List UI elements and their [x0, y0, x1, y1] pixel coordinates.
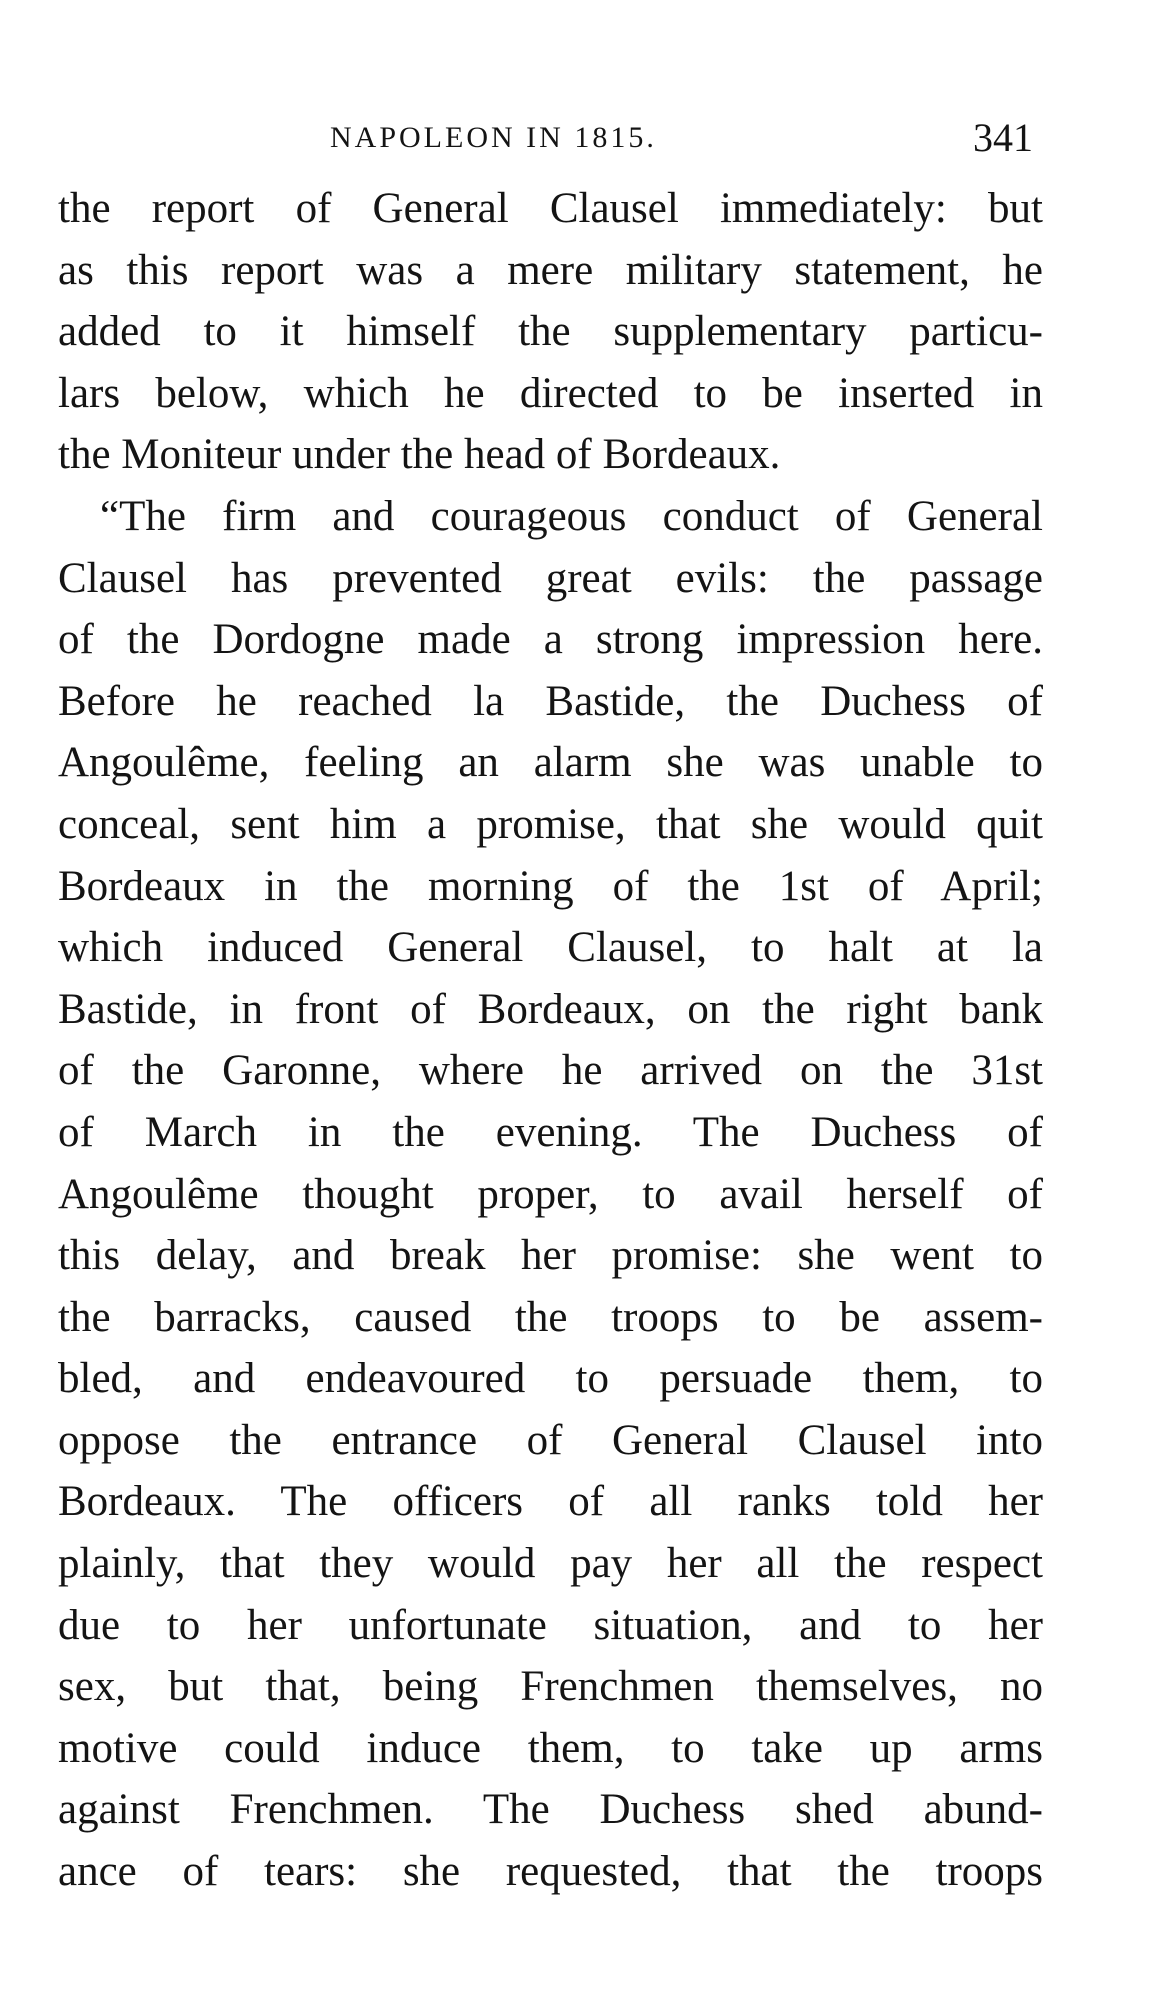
running-title: NAPOLEON IN 1815.: [330, 121, 657, 154]
text-line: the report of General Clausel immediately: but: [58, 185, 1043, 232]
text-line: “The firm and courageous conduct of General: [100, 492, 1043, 540]
text-line: Bordeaux. The officers of all ranks told her: [58, 1478, 1043, 1526]
text-line: plainly, that they would pay her all the respect: [58, 1540, 1043, 1588]
text-line: as this report was a mere military statement, he: [58, 246, 1043, 294]
running-head: [0, 108, 1149, 168]
body-text: [58, 178, 1043, 1903]
text-line: ance of tears: she requested, that the troops: [58, 1848, 1043, 1896]
text-line: of the Garonne, where he arrived on the 31st: [58, 1047, 1043, 1095]
text-line: this delay, and break her promise: she went to: [58, 1232, 1043, 1280]
text-line: oppose the entrance of General Clausel into: [58, 1416, 1043, 1464]
text-line: Clausel has prevented great evils: the passage: [58, 554, 1043, 602]
text-line: Angoulême thought proper, to avail herself of: [58, 1170, 1043, 1218]
page-number: 341: [973, 115, 1033, 160]
text-line: sex, but that, being Frenchmen themselves, no: [58, 1663, 1043, 1711]
text-line: conceal, sent him a promise, that she would quit: [58, 800, 1043, 848]
text-line: the barracks, caused the troops to be assem-: [58, 1293, 1043, 1341]
text-line: motive could induce them, to take up arms: [58, 1724, 1043, 1772]
text-line: Bastide, in front of Bordeaux, on the right bank: [58, 985, 1043, 1033]
text-line: bled, and endeavoured to persuade them, to: [58, 1355, 1043, 1403]
text-line: of the Dordogne made a strong impression here.: [58, 616, 1043, 664]
text-line: added to it himself the supplementary particu-: [58, 308, 1043, 356]
text-line: Before he reached la Bastide, the Duchess of: [58, 677, 1043, 725]
text-line: against Frenchmen. The Duchess shed abund-: [58, 1786, 1043, 1834]
text-line: Bordeaux in the morning of the 1st of April;: [58, 862, 1043, 910]
text-line: Angoulême, feeling an alarm she was unable to: [58, 739, 1043, 787]
text-line: which induced General Clausel, to halt at la: [58, 924, 1043, 972]
text-line: due to her unfortunate situation, and to her: [58, 1601, 1043, 1649]
text-line: lars below, which he directed to be inserted in: [58, 369, 1043, 417]
text-line: the Moniteur under the head of Bordeaux.: [58, 431, 781, 479]
text-line: of March in the evening. The Duchess of: [58, 1108, 1043, 1156]
